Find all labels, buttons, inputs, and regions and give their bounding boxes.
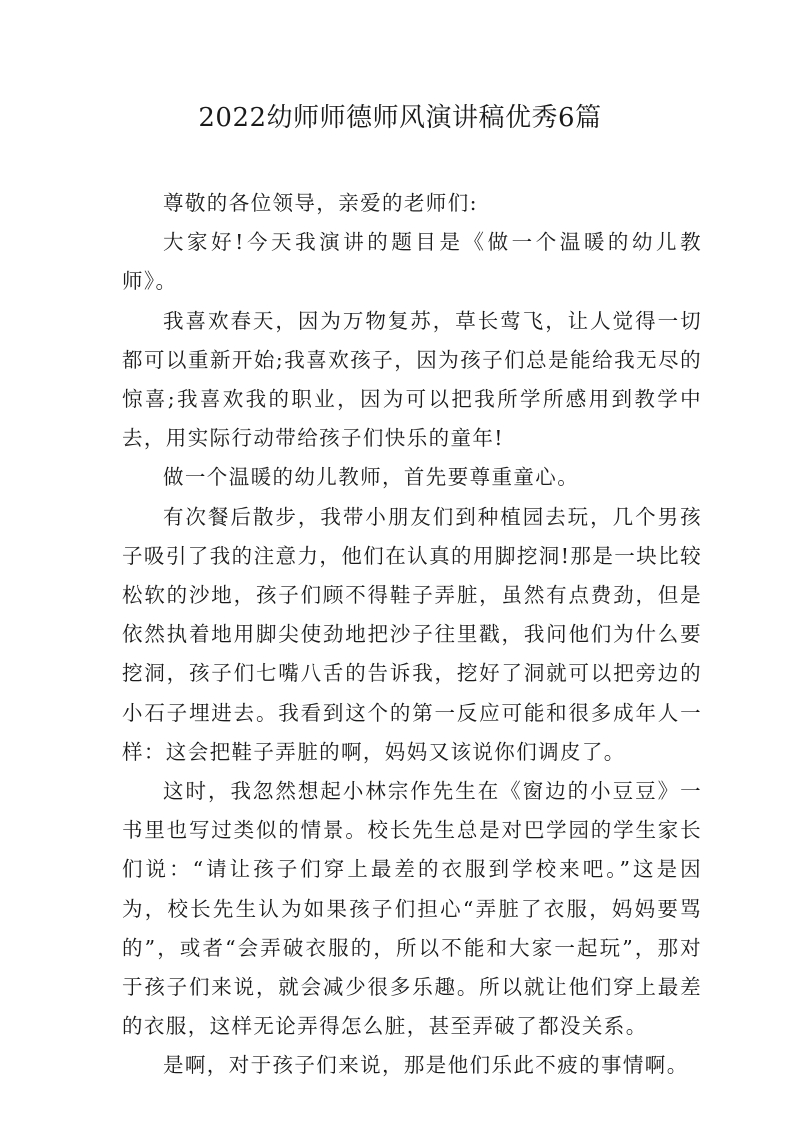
paragraph-totto-chan: 这时，我忽然想起小林宗作先生在《窗边的小豆豆》一书里也写过类似的情景。校长先生总是对巴学园的学生家长们说：“请让孩子们穿上最差的衣服到学校来吧。”这是因为，校长先生认为如果孩子们担心“弄脏了衣服，妈妈要骂的”，或者“会弄破衣服的，所以不能和大家一起玩”，那对于孩子们来说，就会减少很多乐趣。所以就让他们穿上最差的衣服，这样无论弄得怎么脏，甚至弄破了都没关系。	[122, 779, 702, 1039]
paragraph-greeting: 尊敬的各位领导，亲爱的老师们:	[163, 191, 478, 215]
paragraph-conclusion: 是啊，对于孩子们来说，那是他们乐此不疲的事情啊。	[163, 1053, 689, 1078]
paragraph-walk-story: 有次餐后散步，我带小朋友们到种植园去玩，几个男孩子吸引了我的注意力，他们在认真的用脚挖洞!那是一块比较松软的沙地，孩子们顾不得鞋子弄脏，虽然有点费劲，但是依然执着地用脚尖使劲地把沙子往里戳，我问他们为什么要挖洞，孩子们七嘴八舌的告诉我，挖好了洞就可以把旁边的小石子埋进去。我看到这个的第一反应可能和很多成年人一样：这会把鞋子弄脏的啊，妈妈又该说你们调皮了。	[122, 504, 702, 764]
paragraph-respect-childhood: 做一个温暖的幼儿教师，首先要尊重童心。	[163, 465, 580, 490]
paragraph-intro: 大家好!今天我演讲的题目是《做一个温暖的幼儿教师》。	[122, 230, 702, 294]
paragraph-likes: 我喜欢春天，因为万物复苏，草长莺飞，让人觉得一切都可以重新开始;我喜欢孩子，因为孩子们总是能给我无尽的惊喜;我喜欢我的职业，因为可以把我所学所感用到教学中去，用实际行动带给孩子们快乐的童年!	[122, 308, 702, 451]
document-body	[122, 184, 702, 1086]
document-title: 2022幼师师德师风演讲稿优秀6篇	[198, 103, 602, 133]
